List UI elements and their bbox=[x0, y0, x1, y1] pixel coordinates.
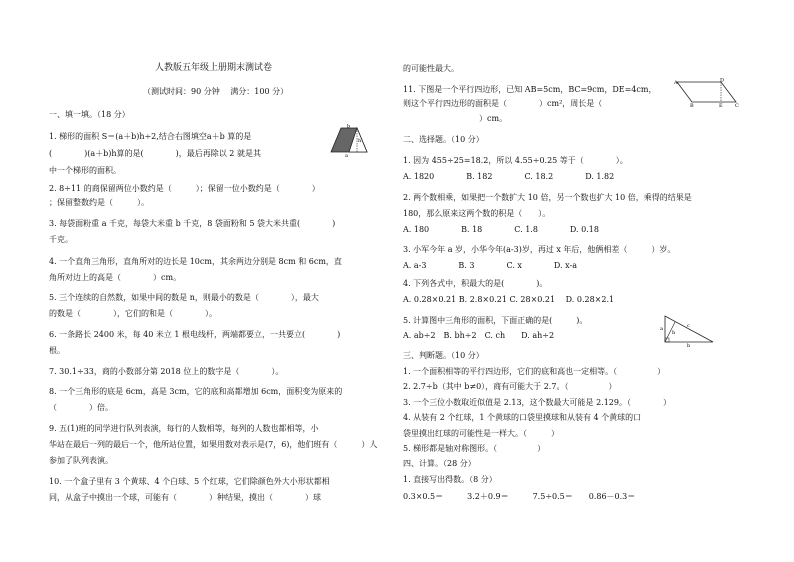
question-4-line-2: 角所对边上的高是（ ）cm。 bbox=[49, 273, 182, 282]
judge-1: 1. 一个面积相等的平行四边形，它们的底和高也一定相等。（ ） bbox=[403, 367, 666, 376]
choice-2-line-1: 2. 两个数相乘，如果把一个数扩大 10 倍，另一个数也扩大 10 倍，乘得的结果是 bbox=[403, 193, 692, 202]
question-9-line-2: 华站在最后一列的最后一个，他所站位置，如果用数对表示是(7，6)，他们班有（ ）人 bbox=[49, 440, 378, 449]
question-5-line-1: 5. 三个连续的自然数，如果中间的数是 n，则最小的数是（ ），最大 bbox=[49, 293, 319, 302]
question-1-line-3: 中一个梯形的面积。 bbox=[49, 166, 121, 175]
choice-3-options: A. a-3 B. 3 C. x D. x-a bbox=[403, 261, 577, 270]
trapezoid-figure bbox=[327, 124, 373, 158]
triangle-label-h: h bbox=[672, 330, 676, 336]
question-1-line-2: ( )(a＋b)h算的是( )，最后再除以 2 就是其 bbox=[49, 149, 261, 158]
question-10-line-1: 10. 一个盒子里有 3 个黄球、4 个白球、5 个红球，它们除颜色外大小形状都相 bbox=[49, 477, 330, 486]
trapezoid-label-b: b bbox=[347, 124, 351, 130]
question-11-line-1: 11. 下图是一个平行四边形，已知 AB=5cm，BC=9cm，DE=4cm， bbox=[403, 85, 657, 94]
question-9-line-3: 参加了队列表演。 bbox=[49, 456, 113, 465]
question-10-line-3: 的可能性最大。 bbox=[403, 64, 459, 73]
judge-4-line-2: 袋里摸出红球的可能性是一样大。（ ） bbox=[403, 429, 559, 438]
triangle-label-c: c bbox=[687, 323, 690, 329]
question-6-line-1: 6. 一条路长 2400 米，每 40 米立 1 根电线杆，两端都要立，一共要立( ) bbox=[49, 330, 341, 339]
choice-4-options: A. 0.28×0.21 B. 2.8×0.21 C. 28×0.21 D. 0.28×2.1 bbox=[403, 295, 615, 304]
parallelogram-label-c: C bbox=[735, 103, 739, 108]
choice-1: 1. 因为 455÷25=18.2，所以 4.55÷0.25 等于（ ）。 bbox=[403, 156, 628, 165]
judge-5: 5. 梯形都是轴对称图形。（ ） bbox=[403, 444, 546, 453]
parallelogram-label-e: E bbox=[719, 103, 723, 108]
section-fill-in: 一、填一填。（18 分） bbox=[49, 110, 130, 119]
choice-2-line-2: 180，那么原来这两个数的积是（ ）。 bbox=[403, 209, 551, 218]
choice-5-options: A. ab÷2 B. bh÷2 C. ch D. ah÷2 bbox=[403, 331, 555, 340]
exam-meta: （测试时间：90 分钟 满分：100 分） bbox=[143, 87, 289, 96]
question-7: 7. 30.1÷33，商的小数部分第 2018 位上的数字是（ ）。 bbox=[49, 367, 284, 376]
judge-4-line-1: 4. 从装有 2 个红球，1 个黄球的口袋里摸球和从装有 4 个黄球的口 bbox=[403, 413, 642, 422]
section-judge: 三、判断题。（10 分） bbox=[403, 351, 484, 360]
right-triangle-figure bbox=[657, 312, 719, 348]
question-4-line-1: 4. 一个直角三角形，直角所对的边长是 10cm，其余两边分别是 8cm 和 6cm，直 bbox=[49, 257, 342, 266]
choice-3: 3. 小军今年 a 岁，小华今年(a-3)岁，再过 x 年后，他俩相差（ ）岁。 bbox=[403, 245, 676, 254]
section-calculate: 四、计算。（28 分） bbox=[403, 459, 476, 468]
trapezoid-label-h: h bbox=[358, 138, 362, 144]
question-9-line-1: 9. 五(1)班的同学进行队列表演，每行的人数相等，每列的人数也都相等，小 bbox=[49, 424, 319, 433]
judge-3: 3. 一个三位小数取近似值是 2.13，这个数最大可能是 2.129。（ ） bbox=[403, 398, 671, 407]
parallelogram-label-a: A bbox=[674, 80, 678, 86]
question-11-line-3: ）cm。 bbox=[479, 114, 508, 123]
question-3-line-1: 3. 每袋面粉重 a 千克，每袋大米重 b 千克，8 袋面粉和 5 袋大米共重( ) bbox=[49, 219, 336, 228]
triangle-label-a: a bbox=[660, 326, 663, 332]
judge-2: 2. 2.7÷b（其中 b≠0），商有可能大于 2.7。（ ） bbox=[403, 382, 617, 391]
question-6-line-2: 根。 bbox=[49, 346, 65, 355]
calc-1-items: 0.3×0.5＝ 3.2＋0.9＝ 7.5÷0.5＝ 0.86－0.3＝ bbox=[403, 492, 636, 501]
section-choice: 二、选择题。（10 分） bbox=[403, 135, 484, 144]
parallelogram-label-d: D bbox=[720, 78, 725, 84]
choice-2-options: A. 180 B. 18 C. 1.8 D. 0.18 bbox=[403, 225, 599, 234]
choice-5: 5. 计算图中三角形的面积，下面正确的是( )。 bbox=[403, 316, 588, 325]
question-2-line-2: ；保留整数约是（ ）。 bbox=[49, 198, 149, 207]
trapezoid-label-a: a bbox=[345, 153, 348, 158]
question-11-line-2: 则这个平行四边形的面积是（ ）cm²，周长是（ bbox=[403, 99, 603, 108]
exam-title: 人教版五年级上册期末测试卷 bbox=[155, 63, 273, 73]
choice-1-options: A. 1820 B. 182 C. 18.2 D. 1.82 bbox=[403, 172, 615, 181]
question-3-line-2: 千克。 bbox=[49, 235, 73, 244]
choice-4: 4. 下列各式中，积最大的是( )。 bbox=[403, 279, 548, 288]
question-10-line-2: 同，从盒子中摸出一个球，可能有（ ）种结果，摸出（ ）球 bbox=[49, 493, 321, 502]
parallelogram-figure bbox=[674, 78, 742, 108]
calc-1-heading: 1. 直接写出得数。（8 分） bbox=[403, 475, 497, 484]
question-1-line-1: 1. 梯形的面积 S＝(a＋b)h÷2,结合右图填空a＋b 算的是 bbox=[49, 132, 252, 141]
question-8-line-1: 8. 一个三角形的底是 6cm，高是 3cm，它的底和高都增加 6cm，面积变为原来的 bbox=[49, 387, 343, 396]
triangle-label-b: b bbox=[687, 343, 691, 348]
parallelogram-label-b: B bbox=[690, 103, 694, 108]
question-8-line-2: （ ）倍。 bbox=[49, 403, 113, 412]
question-5-line-2: 的数是（ ），它们的和是（ ）。 bbox=[49, 309, 217, 318]
question-2-line-1: 2. 8÷11 的商保留两位小数约是（ ）；保留一位小数约是（ ） bbox=[49, 184, 320, 193]
